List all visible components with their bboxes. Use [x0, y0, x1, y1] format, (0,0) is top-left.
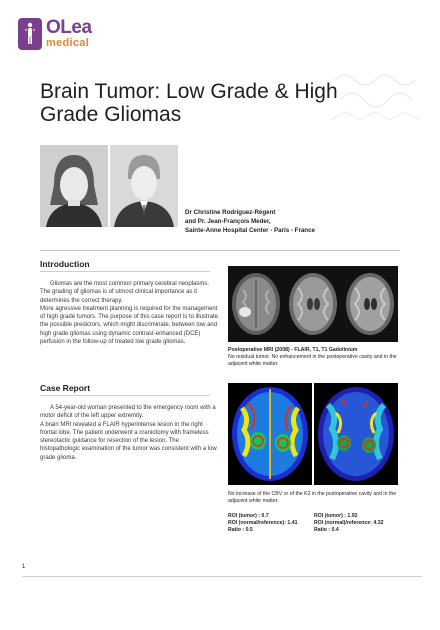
- roi-left-tumor: ROI (tumor) : 0.7: [228, 513, 269, 519]
- roi-right-tumor: ROI (tumor) : 1.92: [314, 513, 358, 519]
- introduction-paragraph-2: More agressive treatment planning is required for the management of high grade tumors. The purpose of this case report is to illustrate the possible predictors, which might discriminate, between low and high grade gliomas using dynamic contrast-enhanced (DCE) perfusion in the follow-up of treated low grade gliomas.: [40, 305, 218, 346]
- author-affiliation-block: [185, 208, 315, 235]
- figure-2-caption: No increase of the CBV or of the K2 in the postoperative cavity and in the adjacent white matter.: [228, 491, 397, 504]
- postoperative-mri-figure: [228, 266, 398, 342]
- roi-left-normal: ROI (normal/reference): 1.41: [228, 520, 298, 526]
- logo-olea-text: OLea: [46, 17, 92, 38]
- mri-t1-image: [286, 270, 340, 338]
- case-report-body: [40, 404, 218, 462]
- figure-1-caption-text: No residual tumor. No enhancement in the postoperative cavity and in the adjacent white matter.: [228, 354, 397, 367]
- introduction-divider: [40, 271, 210, 272]
- case-report-paragraph-2: A brain MRI revealed a FLAIR hyperintense lesion in the right frontal lobe. The patient underwent a craniotomy with frameless stereotactic guidance for resection of the lesion. The histopathologic examination of the tumor was consistent with a low grade glioma.: [40, 421, 217, 461]
- header-divider: [40, 250, 400, 251]
- case-report-divider: [40, 395, 210, 396]
- introduction-body: [40, 280, 218, 346]
- footer-divider: [22, 576, 422, 577]
- human-figure-icon: [23, 22, 37, 46]
- mri-t1-gadolinium-image: [343, 270, 397, 338]
- case-report-paragraph-1: A 54-year-old woman presented to the emergency room with a motor deficit of the left upper extremity.: [40, 405, 216, 420]
- olea-logo-mark: [18, 18, 42, 50]
- introduction-heading: Introduction: [40, 259, 90, 269]
- introduction-paragraph-1: Gliomas are the most common primary cerebral neoplasms. The grading of gliomas is of utmost clinical importance as it determines the correct therapy.: [40, 281, 210, 304]
- author-line-2: and Pr. Jean-François Meder,: [185, 218, 271, 225]
- case-report-heading: Case Report: [40, 383, 91, 393]
- figure-1-caption-title: Postoperative MRI (2008) - FLAIR, T1, T1 Gadolinium: [228, 347, 358, 353]
- roi-right-normal: ROI (normal)/reference: 4.32: [314, 520, 384, 526]
- roi-left-ratio: Ratio : 0.5: [228, 527, 253, 533]
- page-title: Brain Tumor: Low Grade & High Grade Gliomas: [40, 80, 338, 126]
- figure-1-caption: [228, 347, 404, 368]
- roi-values-right: [314, 513, 383, 534]
- author-photo-rodriguez-regent: [40, 145, 108, 227]
- author-photo-meder: [110, 145, 178, 227]
- perfusion-map-k2: [314, 383, 398, 485]
- author-line-1: Dr Christine Rodriguez-Régent: [185, 209, 276, 216]
- olea-logo-wordmark: [46, 18, 92, 49]
- logo-medical-text: medical: [46, 37, 90, 49]
- page-number: 1: [22, 564, 26, 570]
- mri-flair-image: [229, 270, 283, 338]
- roi-values-left: [228, 513, 297, 534]
- roi-right-ratio: Ratio : 0.4: [314, 527, 339, 533]
- perfusion-map-cbv: [228, 383, 312, 485]
- author-line-3: Sainte-Anne Hospital Center - Paris - France: [185, 227, 315, 234]
